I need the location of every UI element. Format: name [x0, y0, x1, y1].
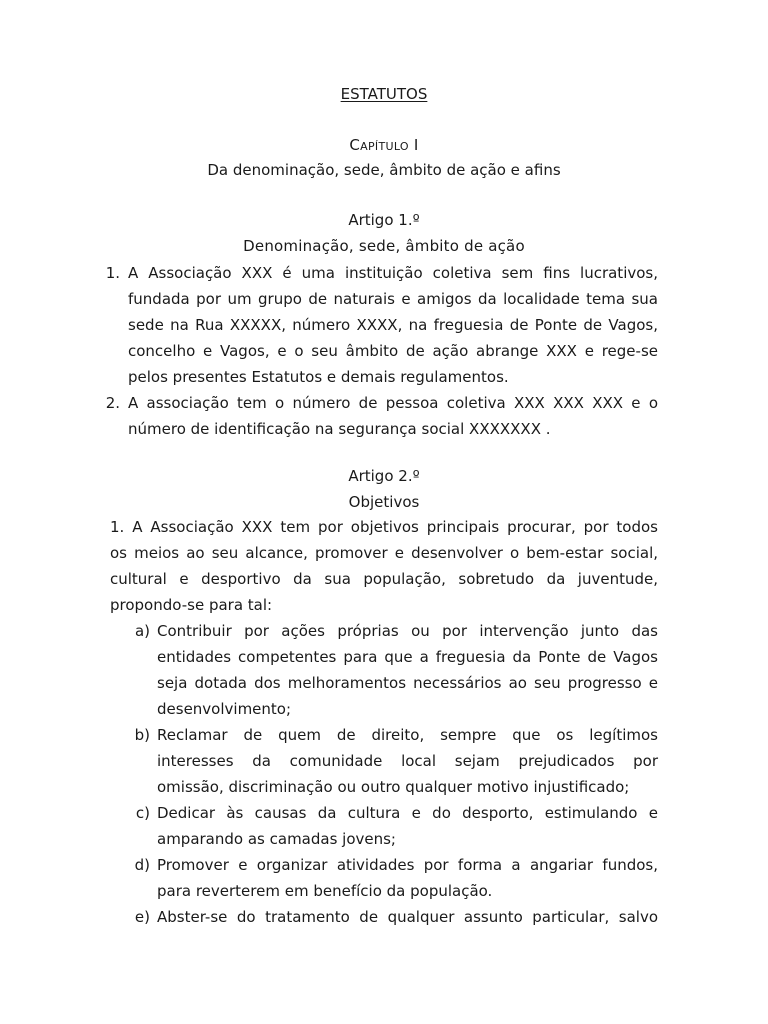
chapter-subtitle: Da denominação, sede, âmbito de ação e afins: [207, 161, 561, 179]
paragraph-line: cultural e desportivo da sua população, sobretudo da juventude,: [110, 570, 658, 588]
paragraph-line: Promover e organizar atividades por forma a angariar fundos,: [157, 856, 658, 874]
paragraph-line: Abster-se do tratamento de qualquer assunto particular, salvo: [157, 908, 658, 926]
paragraph-line: Contribuir por ações próprias ou por intervenção junto das: [157, 622, 658, 640]
list-item-letter: e): [134, 908, 150, 926]
paragraph-line: entidades competentes para que a freguesia da Ponte de Vagos: [157, 648, 658, 666]
paragraph-line: desenvolvimento;: [157, 700, 292, 718]
paragraph-line: número de identificação na segurança social XXXXXXX .: [128, 420, 551, 438]
paragraph-line: pelos presentes Estatutos e demais regulamentos.: [128, 368, 509, 386]
list-item-letter: b): [134, 726, 150, 744]
paragraph-line: A associação tem o número de pessoa coletiva XXX XXX XXX e o: [128, 394, 658, 412]
paragraph-line: fundada por um grupo de naturais e amigos da localidade tema sua: [128, 290, 658, 308]
paragraph-line: sede na Rua XXXXX, número XXXX, na freguesia de Ponte de Vagos,: [128, 316, 658, 334]
paragraph-line: para reverterem em benefício da população.: [157, 882, 493, 900]
chapter-title: Capítulo I: [349, 136, 419, 154]
paragraph-line: omissão, discriminação ou outro qualquer motivo injustificado;: [157, 778, 630, 796]
document-title: ESTATUTOS: [340, 85, 428, 103]
paragraph-line: propondo-se para tal:: [110, 596, 273, 614]
paragraph-line: concelho e Vagos, e o seu âmbito de ação abrange XXX e rege-se: [128, 342, 658, 360]
paragraph-line: amparando as camadas jovens;: [157, 830, 396, 848]
paragraph-line: Dedicar às causas da cultura e do desporto, estimulando e: [157, 804, 658, 822]
list-item-number: 1.: [105, 264, 120, 282]
list-item-number: 2.: [105, 394, 120, 412]
article-1-title: Denominação, sede, âmbito de ação: [243, 237, 525, 255]
list-item-letter: d): [134, 856, 150, 874]
paragraph-line: Reclamar de quem de direito, sempre que os legítimos: [157, 726, 658, 744]
paragraph-line: A Associação XXX é uma instituição coletiva sem fins lucrativos,: [128, 264, 658, 282]
paragraph-line: 1. A Associação XXX tem por objetivos principais procurar, por todos: [110, 518, 658, 536]
list-item-letter: a): [134, 622, 150, 640]
list-item-letter: c): [135, 804, 150, 822]
article-2-number: Artigo 2.º: [348, 467, 420, 485]
article-2-title: Objetivos: [348, 493, 420, 511]
paragraph-line: os meios ao seu alcance, promover e desenvolver o bem-estar social,: [110, 544, 658, 562]
paragraph-line: seja dotada dos melhoramentos necessários ao seu progresso e: [157, 674, 658, 692]
article-1-number: Artigo 1.º: [348, 211, 420, 229]
paragraph-line: interesses da comunidade local sejam prejudicados por: [157, 752, 658, 770]
